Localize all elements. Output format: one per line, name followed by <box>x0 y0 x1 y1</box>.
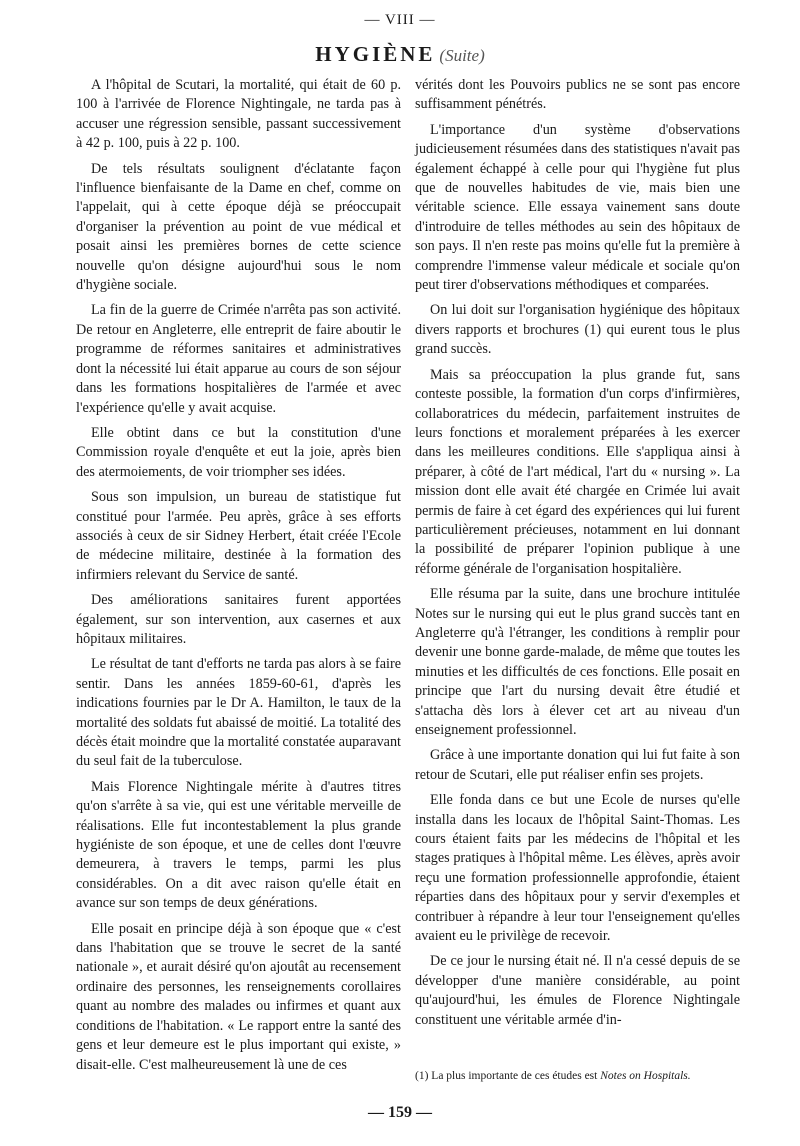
paragraph: Elle obtint dans ce but la constitution d'une Commission royale d'enquête et eut la joie, après bien des atermoiements, de voir triompher ses idées. <box>76 424 401 480</box>
footnote-title: Notes on Hospitals. <box>600 1070 691 1082</box>
paragraph: vérités dont les Pouvoirs publics ne se sont pas encore suffisamment pénétrés. <box>415 77 740 113</box>
paragraph: Des améliorations sanitaires furent apportées également, sur son intervention, aux casernes et aux hôpitaux militaires. <box>76 592 401 647</box>
paragraph: Mais sa préoccupation la plus grande fut, sans conteste possible, la formation d'un corps d'infirmières, collaboratrices du médecin, parfaitement instruites de leurs fonctions et moralement préparées à les exercer dans les meilleures conditions. Elle s'appliqua ainsi à préparer, à côté de l'art médical, l'art du « nursing ». La mission dont elle avait été chargée en Crimée lui avait permis de faire à cet égard des expériences qui lui furent particulièrement précieuses, notamment en lui donnant la possibilité de préparer l'opinion publique à une réforme générale de l'organisation hospitalière. <box>415 366 740 577</box>
footnote <box>415 1070 745 1082</box>
left-column <box>76 76 401 1075</box>
right-column <box>415 76 740 1030</box>
paragraph: L'importance d'un système d'observations judicieusement résumées dans des statistiques n'avait pas également échappé à celle pour qui l'hygiène fut plus que de nouvelles habitudes de vie, mais bien une véritable science. Elle essaya vainement sans doute d'introduire de telles méthodes au sein des hôpitaux de son pays. Il n'en reste pas moins qu'elle fut la première à comprendre l'immense valeur médicale et sociale qu'on peut tirer d'observations méthodiques et comparées. <box>415 121 740 294</box>
paragraph: A l'hôpital de Scutari, la mortalité, qui était de 60 p. 100 à l'arrivée de Florence Nightingale, ne tarda pas à accuser une régression sensible, passant successivement à 42 p. 100, puis à 22 p. 100. <box>76 77 401 152</box>
section-title <box>0 42 800 67</box>
paragraph: Elle résuma par la suite, dans une brochure intitulée Notes sur le nursing qui eut le plus grand succès tant en Angleterre qu'à l'étranger, les conditions à remplir pour devenir une bonne garde-malade, de même que toutes les minuties et les difficultés de ces fonctions. Elle posait en principe que l'art du nursing devait être étudié et s'attacha dès lors à élever cet art au niveau d'un enseignement professionnel. <box>415 586 741 738</box>
paragraph: La fin de la guerre de Crimée n'arrêta pas son activité. De retour en Angleterre, elle entreprit de faire aboutir le programme de réformes sanitaires et administratives dont la nécessité lui était apparue au cours de son séjour dans les formations hospitalières de l'armée et avec l'expérience qu'elle y avait acquise. <box>76 302 401 416</box>
footnote-marker: (1) <box>415 1070 429 1082</box>
paragraph: Elle posait en principe déjà à son époque que « c'est dans l'habitation que se trouve le secret de la santé nationale », et aurait désiré qu'on ajoutât au recensement ordinaire des personnes, les renseignements corollaires quant au nombre des malades ou infirmes et quant aux conditions de l'habitation. « Le rapport entre la santé des gens et leur demeure est le plus important qui existe, » disait-elle. C'est malheureusement là une de ces <box>76 920 401 1073</box>
title-suffix: (Suite) <box>439 46 485 65</box>
footnote-text: La plus importante de ces études est <box>431 1070 598 1082</box>
paragraph: Mais Florence Nightingale mérite à d'autres titres qu'on s'arrête à sa vie, qui est une véritable merveille de réalisations. Elle fut incontestablement la plus grande hygiéniste de son époque, et une de celles dont l'œuvre demeurera, à travers le temps, parmi les plus considérables. On a dit avec raison qu'elle était en avance sur son temps de deux générations. <box>76 778 401 912</box>
paragraph: On lui doit sur l'organisation hygiénique des hôpitaux divers rapports et brochures (1) qui eurent tous le plus grand succès. <box>415 302 740 358</box>
paragraph: De tels résultats soulignent d'éclatante façon l'influence bienfaisante de la Dame en chef, comme on l'appelait, qui à cette époque déjà se préoccupait d'organiser la prévention au point de vue médical et posait ainsi les premières bornes de cette science nouvelle qu'on désigne aujourd'hui sous le nom d'hygiène sociale. <box>76 160 401 294</box>
paragraph: De ce jour le nursing était né. Il n'a cessé depuis de se développer d'une manière considérable, au point qu'aujourd'hui, les émules de Florence Nightingale constituent une véritable armée d'in- <box>415 953 740 1028</box>
paragraph: Sous son impulsion, un bureau de statistique fut constitué pour l'armée. Peu après, grâce à ses efforts associés à ceux de sir Sidney Herbert, était créée l'Ecole de médecine militaire, destinée à la formation des infirmiers relevant du Service de santé. <box>76 489 401 583</box>
title-main: HYGIÈNE <box>315 42 436 66</box>
paragraph: Grâce à une importante donation qui lui fut faite à son retour de Scutari, elle put réaliser enfin ses projets. <box>415 747 740 783</box>
roman-page-number: — VIII — <box>364 12 436 28</box>
page-number: — 159 — <box>368 1104 432 1121</box>
paragraph: Le résultat de tant d'efforts ne tarda pas alors à se faire sentir. Dans les années 1859-60-61, d'après les indications fournies par le Dr A. Hamilton, le taux de la mortalité des soldats fut abaissé de moitié. La totalité des décès était moindre que la mortalité constatée auparavant du seul fait de la tuberculose. <box>76 656 401 770</box>
paragraph: Elle fonda dans ce but une Ecole de nurses qu'elle installa dans les locaux de l'hôpital Saint-Thomas. Les cours étaient faits par les médecins de l'hôpital et les stages pratiques à l'hôpital même. Les élèves, après avoir reçu une formation professionnelle approfondie, étaient réparties dans des hôpitaux pour y servir d'exemples et contribuer à répandre à leur tour l'enseignement qu'elles avaient eu le privilège de recevoir. <box>415 792 740 945</box>
